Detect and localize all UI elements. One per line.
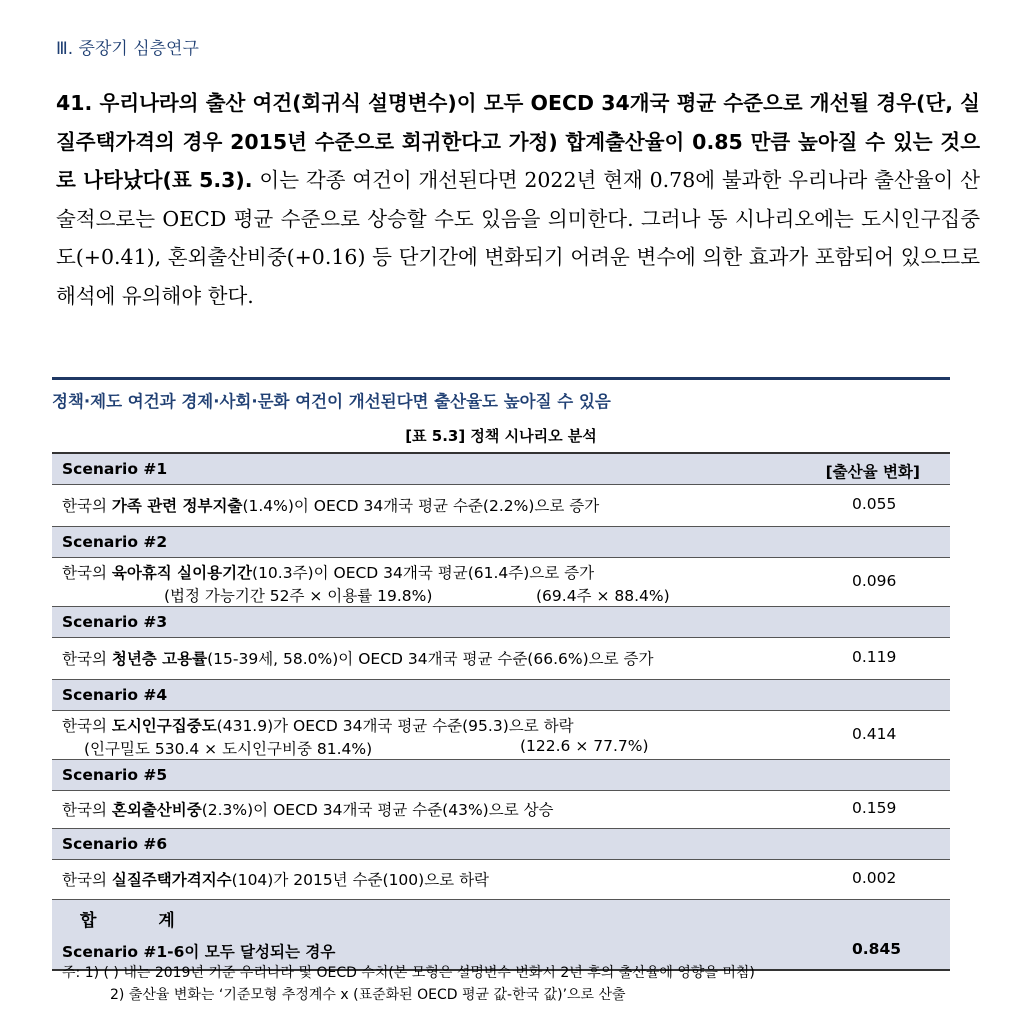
- fertility-change-value: 0.002: [852, 869, 897, 887]
- note-2: 2) 출산율 변화는 ‘기준모형 추정계수 x (표준화된 OECD 평균 값-한국 값)’으로 산출: [110, 987, 626, 1003]
- column-header: [출산율 변화]: [825, 463, 920, 481]
- scenario-description: 한국의 가족 관련 정부지출(1.4%)이 OECD 34개국 평균 수준(2.2%)으로 증가: [62, 497, 600, 515]
- scenario-description: 한국의 실질주택가격지수(104)가 2015년 수준(100)으로 하락: [62, 871, 490, 889]
- scenario-key-variable: 가족 관련 정부지출: [111, 497, 243, 515]
- table-notes: [62, 962, 755, 1006]
- scenario-body-row: [52, 711, 950, 760]
- section-header: Ⅲ. 중장기 심층연구: [56, 39, 199, 59]
- fertility-change-value: 0.055: [852, 495, 897, 513]
- scenario-key-variable: 실질주택가격지수: [111, 871, 232, 889]
- scenario-key-variable: 도시인구집중도: [111, 717, 217, 735]
- scenario-subnote-korea: (법정 가능기간 52주 × 이용률 19.8%): [164, 587, 433, 605]
- total-row: [52, 900, 950, 969]
- scenario-subnote-oecd: (69.4주 × 88.4%): [536, 587, 670, 605]
- body-paragraph: [56, 84, 980, 315]
- fertility-change-value: 0.096: [852, 572, 897, 590]
- total-label: 합 계: [80, 911, 203, 931]
- scenario-body-row: [52, 638, 950, 680]
- table-caption: [표 5.3] 정책 시나리오 분석: [405, 427, 597, 445]
- scenario-description: 한국의 혼외출산비중(2.3%)이 OECD 34개국 평균 수준(43%)으로 상승: [62, 801, 554, 819]
- scenario-name: Scenario #2: [62, 533, 168, 551]
- scenario-name: Scenario #5: [62, 766, 168, 784]
- scenario-header-row: [52, 527, 950, 558]
- scenario-subnote-oecd: (122.6 × 77.7%): [520, 737, 649, 755]
- scenario-description: 한국의 육아휴직 실이용기간(10.3주)이 OECD 34개국 평균(61.4주)으로 증가: [62, 564, 595, 582]
- scenario-header-row: [52, 607, 950, 638]
- scenario-header-row: [52, 760, 950, 791]
- scenario-table: [52, 452, 950, 971]
- scenario-body-row: [52, 791, 950, 829]
- scenario-description: 한국의 도시인구집중도(431.9)가 OECD 34개국 평균 수준(95.3)으로 하락: [62, 717, 574, 735]
- scenario-key-variable: 육아휴직 실이용기간: [111, 564, 253, 582]
- scenario-body-row: [52, 860, 950, 900]
- paragraph-bold-lead: 41. 우리나라의 출산 여건(회귀식 설명변수)이 모두 OECD 34개국 평균 수준으로 개선될 경우(단, 실질주택가격의 경우 2015년 수준으로 회귀한다고 가정) 합계출산율이 0.85 만큼 높아질 수 있는 것으로 나타났다(표 5.3).: [56, 91, 980, 192]
- scenario-header-row: [52, 680, 950, 711]
- scenario-key-variable: 혼외출산비중: [111, 801, 202, 819]
- scenario-body-row: [52, 558, 950, 607]
- scenario-description: 한국의 청년층 고용률(15-39세, 58.0%)이 OECD 34개국 평균 수준(66.6%)으로 증가: [62, 650, 654, 668]
- scenario-name: Scenario #4: [62, 686, 168, 704]
- scenario-header-row: [52, 454, 950, 485]
- fertility-change-value: 0.414: [852, 725, 897, 743]
- scenario-name: Scenario #6: [62, 835, 168, 853]
- scenario-key-variable: 청년층 고용률: [111, 650, 208, 668]
- scenario-name: Scenario #1: [62, 460, 168, 478]
- scenario-subnote-korea: (인구밀도 530.4 × 도시인구비중 81.4%): [84, 740, 373, 758]
- total-value: 0.845: [852, 940, 902, 958]
- note-1: 주: 1) ( ) 내는 2019년 기준 우리나라 및 OECD 수치(본 모형은 설명변수 변화시 2년 후의 출산율에 영향을 미침): [62, 965, 755, 981]
- scenario-header-row: [52, 829, 950, 860]
- paragraph-rest: 이는 각종 여건이 개선된다면 2022년 현재 0.78에 불과한 우리나라 출산율이 산술적으로는 OECD 평균 수준으로 상승할 수도 있음을 의미한다. 그러나 동 시나리오에는 도시인구집중도(+0.41), 혼외출산비중(+0.16) 등 단기간에 변화되기 어려운 변수에 의한 효과가 포함되어 있으므로 해석에 유의해야 한다.: [56, 168, 980, 308]
- total-description: Scenario #1-6이 모두 달성되는 경우: [62, 943, 336, 961]
- scenario-body-row: [52, 485, 950, 527]
- fertility-change-value: 0.159: [852, 799, 897, 817]
- box-title: 정책·제도 여건과 경제·사회·문화 여건이 개선된다면 출산율도 높아질 수 있음: [52, 377, 950, 412]
- fertility-change-value: 0.119: [852, 648, 897, 666]
- scenario-name: Scenario #3: [62, 613, 168, 631]
